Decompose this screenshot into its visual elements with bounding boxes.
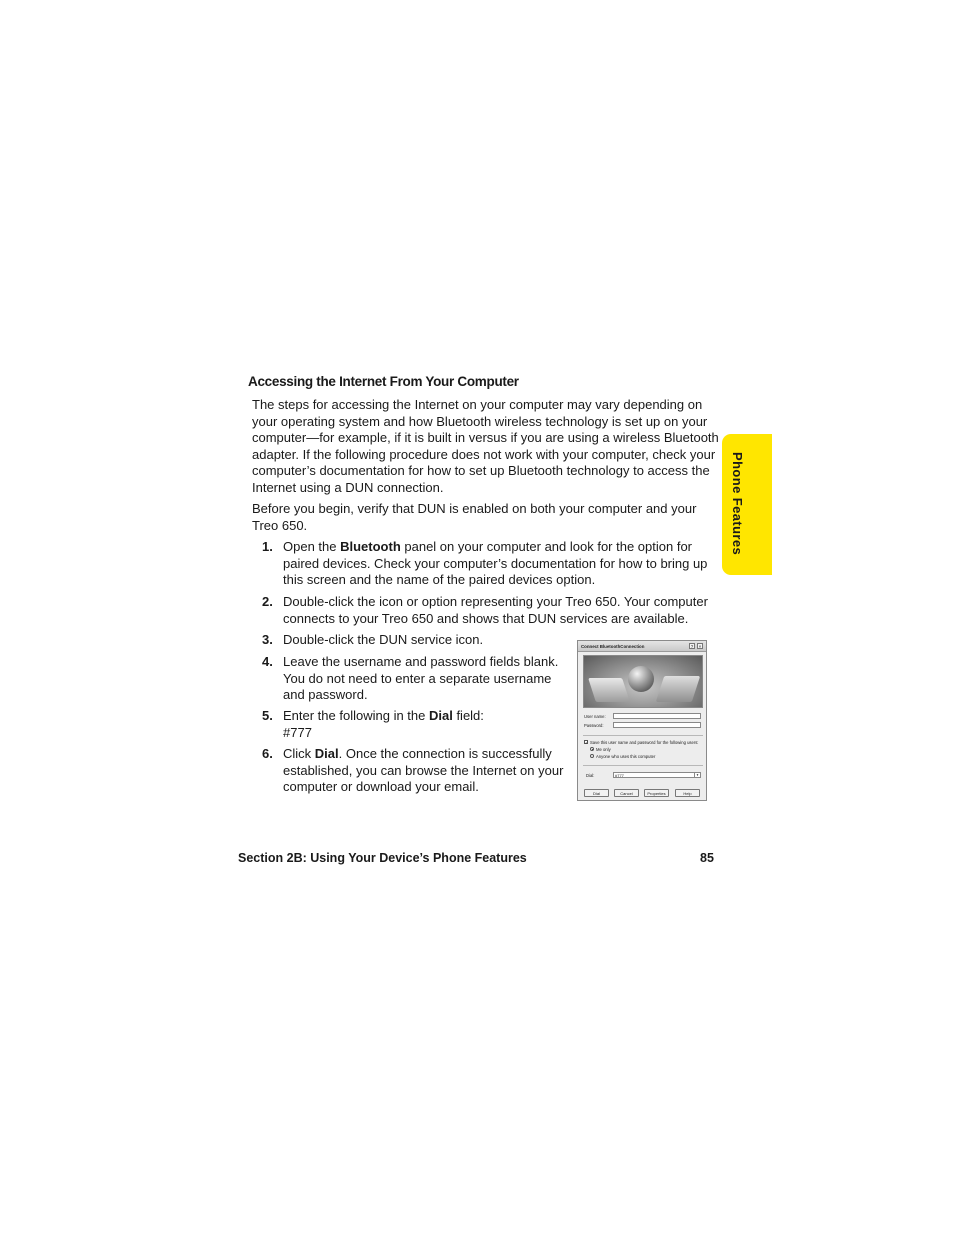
connect-dialog-screenshot: [577, 640, 707, 801]
user-name-input: [613, 713, 701, 719]
step-text: Click Dial. Once the connection is successfully established, you can browse the Internet on your computer or download your email.: [283, 746, 564, 794]
divider: [583, 735, 703, 736]
divider: [583, 765, 703, 766]
step-number: 5.: [262, 708, 273, 723]
dialog-title: Connect BluetoothConnection: [581, 643, 645, 649]
help-button: Help: [675, 789, 700, 797]
chevron-down-icon: ▾: [694, 773, 700, 777]
dial-label: Dial:: [586, 773, 595, 778]
dial-combobox: [613, 772, 701, 778]
dial-button: Dial: [584, 789, 609, 797]
intro-paragraph: The steps for accessing the Internet on your computer may vary depending on your operating system and how Bluetooth wireless technology is set up on your computer—for example, if it is built in versus if you are using a wireless Bluetooth adapter. If the following procedure does not work with your computer, check your computer’s documentation for how to set up Bluetooth technology to access the Internet using a DUN connection.: [252, 397, 719, 495]
chapter-side-tab: [722, 434, 772, 575]
step-text: Open the Bluetooth panel on your computer and look for the option for paired devices. Check your computer’s documentation for how to bring up this screen and the name of the paired devices option.: [283, 539, 708, 587]
step-text: Double-click the icon or option representing your Treo 650. Your computer connects to your Treo 650 and shows that DUN services are available.: [283, 594, 708, 626]
save-credentials-label: Save this user name and password for the following users:: [590, 740, 699, 745]
anyone-label: Anyone who uses this computer: [596, 754, 656, 759]
step-text: Leave the username and password fields blank. You do not need to enter a separate username and password.: [283, 654, 559, 702]
step-number: 4.: [262, 654, 273, 669]
user-name-label: User name:: [584, 714, 606, 719]
step-number: 2.: [262, 594, 273, 609]
me-only-label: Me only: [596, 747, 611, 752]
password-input: [613, 722, 701, 728]
password-label: Password:: [584, 723, 604, 728]
properties-button: Properties: [644, 789, 669, 797]
bluetooth-banner-image: [583, 655, 703, 708]
step-text: Enter the following in the Dial field: #777: [283, 708, 484, 740]
footer-section-title: Section 2B: Using Your Device’s Phone Features: [238, 851, 527, 865]
anyone-radio: [590, 754, 594, 758]
laptop-illustration: [656, 676, 700, 702]
section-heading: Accessing the Internet From Your Computer: [248, 374, 519, 389]
me-only-radio: [590, 747, 594, 751]
dialog-title-bar: [578, 641, 706, 652]
laptop-illustration: [588, 678, 630, 702]
save-credentials-checkbox: ✓: [585, 740, 589, 745]
close-icon: ×: [698, 644, 702, 649]
step-number: 3.: [262, 632, 273, 647]
step-number: 6.: [262, 746, 273, 761]
before-you-begin-paragraph: Before you begin, verify that DUN is enabled on both your computer and your Treo 650.: [252, 501, 697, 533]
globe-icon: [628, 666, 654, 692]
dial-number: #777: [283, 724, 312, 740]
help-icon: ?: [690, 644, 694, 649]
cancel-button: Cancel: [614, 789, 639, 797]
step-text: Double-click the DUN service icon.: [283, 632, 484, 647]
step-number: 1.: [262, 539, 273, 554]
side-tab-label: Phone Features: [730, 452, 745, 556]
page-number: 85: [700, 851, 714, 865]
dial-value: #777: [615, 773, 624, 778]
